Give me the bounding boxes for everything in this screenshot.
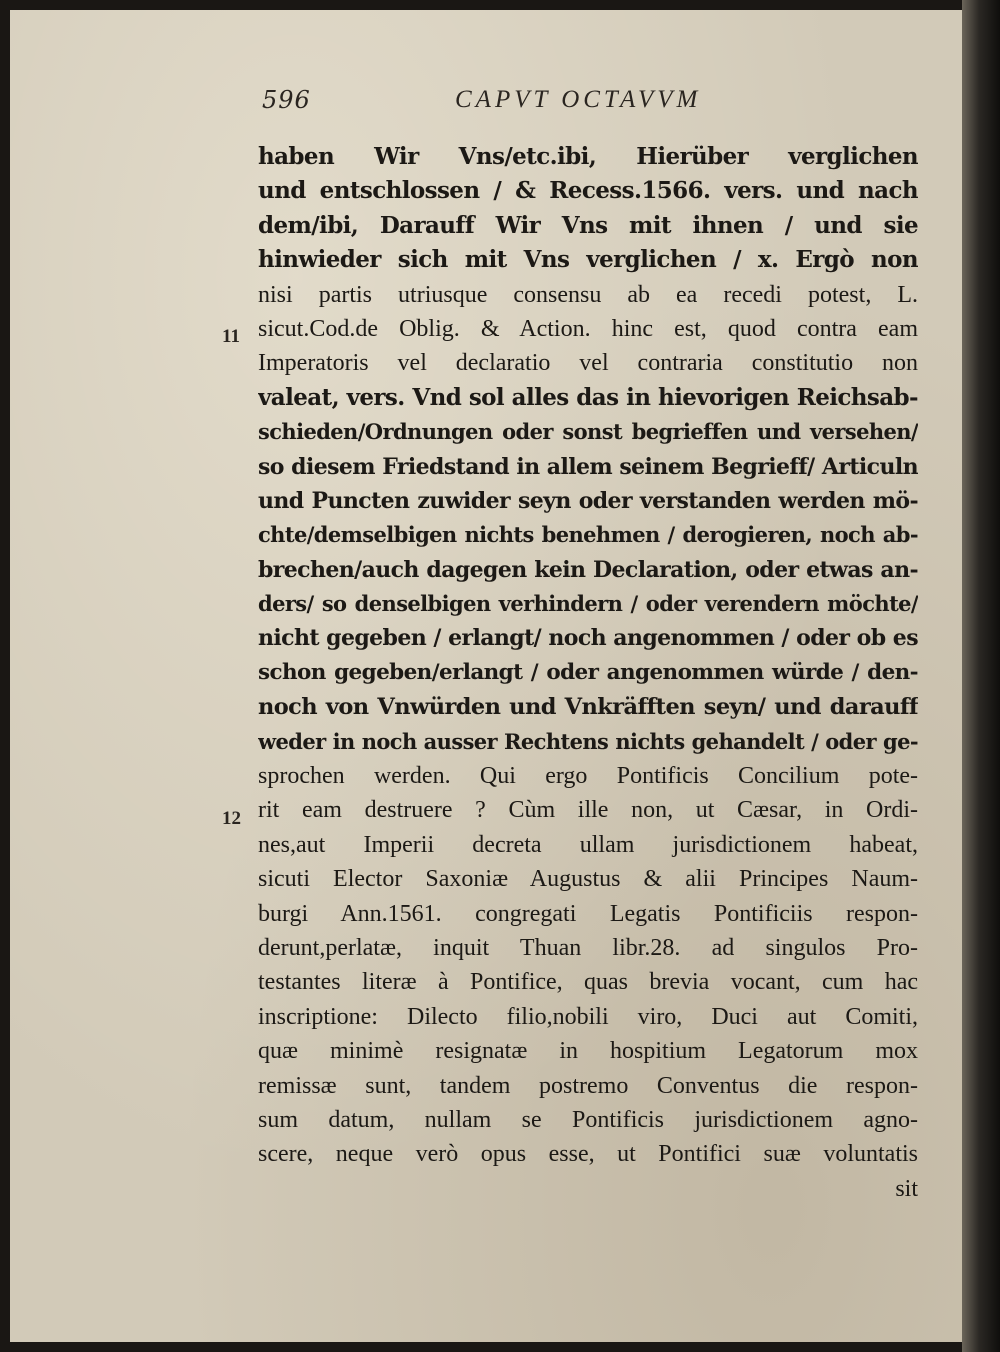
text-line: ders/ so denselbigen verhindern / oder verendern möchte/ bbox=[258, 591, 918, 617]
text-line: sicut.Cod.de Oblig. & Action. hinc est, quod contra eam bbox=[258, 315, 918, 342]
text-line: chte/demselbigen nichts benehmen / derogieren, noch ab- bbox=[258, 522, 918, 548]
text-line: sprochen werden. Qui ergo Pontificis Concilium pote- bbox=[258, 763, 918, 790]
text-line: testantes literæ à Pontifice, quas brevia vocant, cum hac bbox=[258, 969, 918, 996]
text-line: noch von Vnwürden und Vnkräfften seyn/ und darauff bbox=[258, 694, 918, 721]
text-line: brechen/auch dagegen kein Declaration, oder etwas an- bbox=[258, 556, 918, 583]
text-line: quæ minimè resignatæ in hospitium Legatorum mox bbox=[258, 1038, 918, 1065]
text-line: nes,aut Imperii decreta ullam jurisdictionem habeat, bbox=[258, 831, 918, 858]
text-line: Imperatoris vel declaratio vel contraria constitutio non bbox=[258, 350, 918, 377]
text-line: inscriptione: Dilecto filio,nobili viro, Duci aut Comiti, bbox=[258, 1003, 918, 1030]
running-head bbox=[0, 86, 1000, 126]
catchword: sit bbox=[895, 1175, 918, 1202]
book-spine bbox=[962, 0, 1000, 1352]
chapter-title: CAPVT OCTAVVM bbox=[455, 86, 702, 113]
page-number: 596 bbox=[262, 86, 311, 114]
text-line: valeat, vers. Vnd sol alles das in hievorigen Reichsab- bbox=[258, 383, 918, 411]
text-line: sum datum, nullam se Pontificis jurisdictionem agno- bbox=[258, 1106, 918, 1133]
text-line: sicuti Elector Saxoniæ Augustus & alii Principes Naum- bbox=[258, 866, 918, 893]
text-line: rit eam destruere ? Cùm ille non, ut Cæsar, in Ordi- bbox=[258, 797, 918, 824]
text-line: schieden/Ordnungen oder sonst begrieffen und versehen/ bbox=[258, 419, 918, 445]
text-line: schon gegeben/erlangt / oder angenommen würde / den- bbox=[258, 659, 918, 685]
text-line: burgi Ann.1561. congregati Legatis Pontificiis respon- bbox=[258, 900, 918, 927]
text-line: weder in noch ausser Rechtens nichts gehandelt / oder ge- bbox=[258, 728, 918, 754]
text-line: hinwieder sich mit Vns verglichen / x. Ergò non bbox=[258, 246, 918, 274]
margin-number-12: 12 bbox=[222, 808, 241, 829]
text-line: so diesem Friedstand in allem seinem Begrieff/ Articuln bbox=[258, 453, 918, 480]
text-line: und entschlossen / & Recess.1566. vers. und nach bbox=[258, 177, 918, 205]
text-line: remissæ sunt, tandem postremo Conventus die respon- bbox=[258, 1072, 918, 1099]
text-line: nisi partis utriusque consensu ab ea recedi potest, L. bbox=[258, 281, 918, 308]
text-line: dem/ibi, Darauff Wir Vns mit ihnen / und sie bbox=[258, 211, 918, 239]
margin-number-11: 11 bbox=[222, 326, 240, 347]
text-line: nicht gegeben / erlangt/ noch angenommen / oder ob es bbox=[258, 625, 918, 652]
text-line: haben Wir Vns/etc.ibi, Hierüber verglichen bbox=[258, 143, 918, 170]
text-line: und Puncten zuwider seyn oder verstanden werden mö- bbox=[258, 487, 918, 514]
body-text bbox=[258, 140, 918, 1206]
text-line: scere, neque verò opus esse, ut Pontifici suæ voluntatis bbox=[258, 1141, 918, 1168]
text-line: derunt,perlatæ, inquit Thuan libr.28. ad singulos Pro- bbox=[258, 934, 918, 961]
